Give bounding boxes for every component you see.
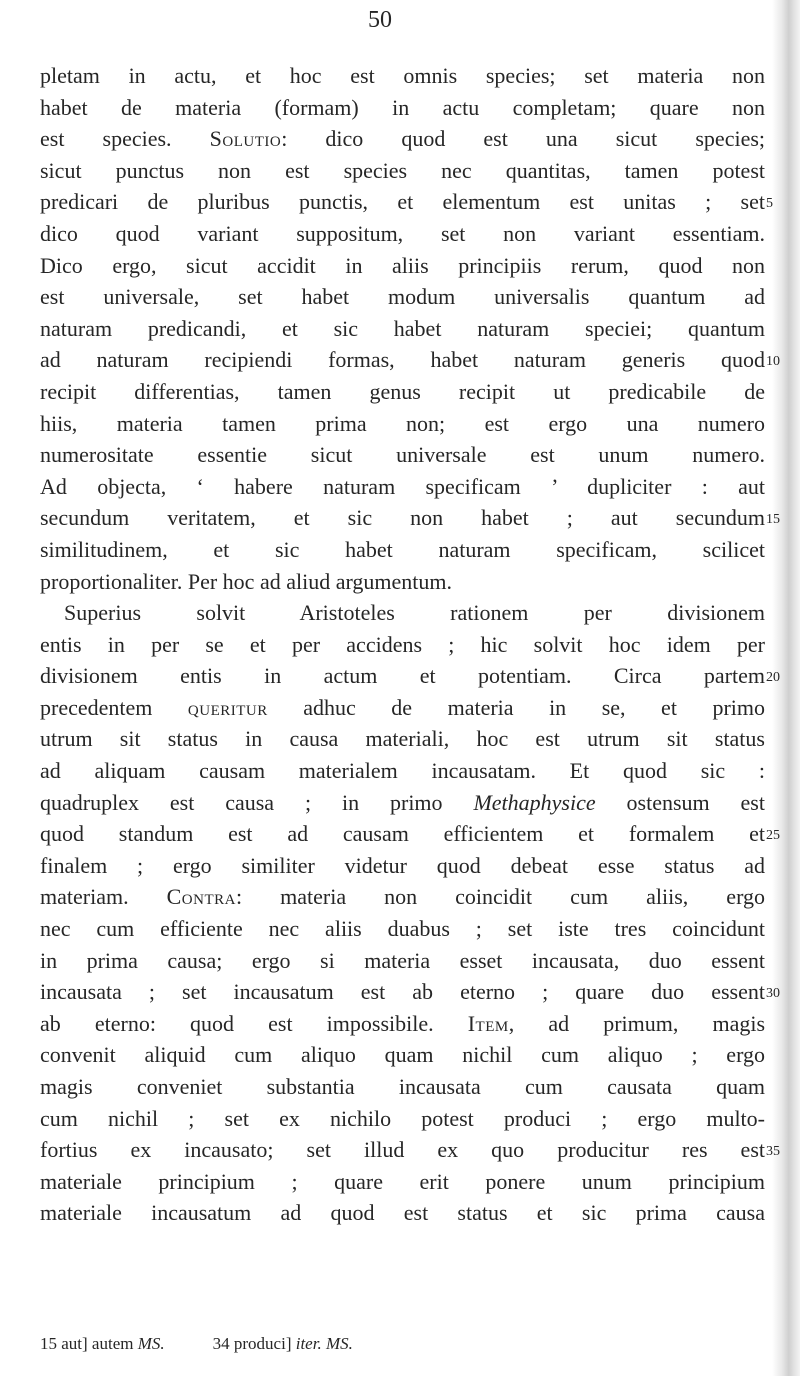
line-number: 5: [766, 196, 773, 212]
text-line: [40, 186, 773, 218]
line-text: adhuc de materia in se, et primo: [267, 694, 766, 720]
line-number: 15: [766, 512, 780, 528]
text-line: [40, 471, 765, 503]
small-caps-keyword: queritur: [187, 694, 268, 720]
line-text: ad aliquam causam materialem incausatam. Et quod sic :: [40, 758, 765, 784]
line-text: fortius ex incausato; set illud ex quo producitur res est: [40, 1137, 765, 1163]
line-text: finalem ; ergo similiter videtur quod debeat esse status ad: [40, 852, 765, 878]
line-text: : dico quod est una sicut species;: [281, 126, 766, 152]
text-line: [40, 1071, 765, 1103]
text-line: [40, 344, 780, 376]
line-text: secundum veritatem, et sic non habet ; aut secundum: [40, 505, 765, 531]
text-line: [40, 534, 765, 566]
line-text: est species.: [40, 126, 210, 152]
line-text: ad naturam recipiendi formas, habet naturam generis quod: [40, 347, 765, 373]
text-line: [40, 818, 780, 850]
line-text: proportionaliter. Per hoc ad aliud argumentum.: [40, 568, 452, 594]
footnote-text: 34 produci]: [212, 1334, 296, 1353]
text-line: [40, 755, 765, 787]
text-line: [40, 723, 765, 755]
line-text: sicut punctus non est species nec quantitas, tamen potest: [40, 157, 765, 183]
line-text: Superius solvit Aristoteles rationem per divisionem: [64, 600, 765, 626]
line-text: Ad objecta, ‘ habere naturam specificam ’ dupliciter : aut: [40, 473, 765, 499]
small-caps-keyword: Solutio: [209, 126, 282, 152]
line-text: quadruplex est causa ; in primo: [40, 789, 474, 815]
line-text: divisionem entis in actum et potentiam. Circa partem: [40, 663, 765, 689]
text-line: [40, 1197, 765, 1229]
line-number: 35: [766, 1144, 780, 1160]
text-line: [40, 250, 765, 282]
text-line: [40, 1103, 765, 1135]
line-text: predicari de pluribus punctis, et elementum est unitas ; set: [40, 189, 765, 215]
page-number: 50: [368, 7, 392, 33]
line-text: precedentem: [40, 694, 188, 720]
line-text: cum nichil ; set ex nichilo potest produci ; ergo multo-: [40, 1105, 765, 1131]
text-line: [40, 408, 765, 440]
small-caps-keyword: Item: [467, 1010, 509, 1036]
italic-title: Methaphysice: [473, 789, 596, 815]
text-line: [40, 566, 765, 598]
text-line: [40, 1039, 765, 1071]
line-number: 30: [766, 986, 780, 1002]
text-line: [40, 660, 780, 692]
text-line: [40, 502, 780, 534]
line-number: 25: [766, 828, 780, 844]
line-number: 10: [766, 354, 780, 370]
line-text: similitudinem, et sic habet naturam specificam, scilicet: [40, 536, 765, 562]
line-text: Dico ergo, sicut accidit in aliis principiis rerum, quod non: [40, 252, 765, 278]
line-text: numerositate essentie sicut universale est unum numero.: [40, 442, 765, 468]
text-line: [40, 881, 765, 913]
text-line: [40, 787, 765, 819]
line-text: nec cum efficiente nec aliis duabus ; set iste tres coincidunt: [40, 916, 765, 942]
line-text: magis conveniet substantia incausata cum causata quam: [40, 1074, 765, 1099]
line-text: incausata ; set incausatum est ab eterno ; quare duo essent: [40, 979, 765, 1005]
footnote: [213, 1333, 353, 1355]
text-line: [40, 850, 765, 882]
text-line: [40, 945, 765, 977]
text-line: [40, 60, 765, 92]
line-text: in prima causa; ergo si materia esset incausata, duo essent: [40, 947, 765, 973]
small-caps-keyword: Contra: [166, 884, 236, 910]
line-text: : materia non coincidit cum aliis, ergo: [235, 884, 766, 910]
text-line: [40, 218, 765, 250]
text-line: [40, 692, 765, 724]
text-line: [40, 439, 765, 471]
footnote: [40, 1333, 165, 1355]
line-text: pletam in actu, et hoc est omnis species; set materia non: [40, 63, 765, 88]
footnote-siglum: iter. MS.: [295, 1334, 353, 1353]
body-text: [40, 60, 780, 1229]
text-line: [40, 376, 765, 408]
text-line: [40, 1166, 765, 1198]
line-text: hiis, materia tamen prima non; est ergo una numero: [40, 410, 765, 436]
line-text: convenit aliquid cum aliquo quam nichil cum aliquo ; ergo: [40, 1042, 765, 1068]
text-line: [40, 313, 765, 345]
text-line: [40, 597, 765, 629]
text-line: [40, 629, 765, 661]
line-text: est universale, set habet modum universalis quantum ad: [40, 284, 765, 310]
line-text: materiale incausatum ad quod est status et sic prima causa: [40, 1200, 765, 1226]
text-line: [40, 281, 765, 313]
line-text: utrum sit status in causa materiali, hoc est utrum sit status: [40, 726, 765, 752]
footnote-siglum: MS.: [137, 1334, 165, 1353]
line-text: quod standum est ad causam efficientem et formalem et: [40, 821, 765, 847]
text-line: [40, 92, 765, 124]
text-line: [40, 976, 780, 1008]
line-text: entis in per se et per accidens ; hic solvit hoc idem per: [40, 631, 765, 657]
line-number: 20: [766, 670, 780, 686]
text-line: [40, 1008, 765, 1040]
line-text: recipit differentias, tamen genus recipit ut predicabile de: [40, 378, 765, 404]
text-line: [40, 155, 765, 187]
line-text: ostensum est: [595, 789, 765, 815]
footnote-text: 15 aut] autem: [40, 1334, 138, 1353]
text-line: [40, 1134, 780, 1166]
line-text: materiam.: [40, 884, 167, 910]
line-text: materiale principium ; quare erit ponere unum principium: [40, 1168, 765, 1194]
line-text: naturam predicandi, et sic habet naturam speciei; quantum: [40, 315, 765, 341]
footnotes: [40, 1333, 680, 1355]
line-text: dico quod variant suppositum, set non variant essentiam.: [40, 220, 765, 246]
line-text: , ad primum, magis: [508, 1010, 766, 1036]
line-text: ab eterno: quod est impossibile.: [40, 1010, 468, 1036]
text-line: [40, 913, 765, 945]
line-text: habet de materia (formam) in actu completam; quare non: [40, 94, 765, 120]
text-line: [40, 123, 765, 155]
